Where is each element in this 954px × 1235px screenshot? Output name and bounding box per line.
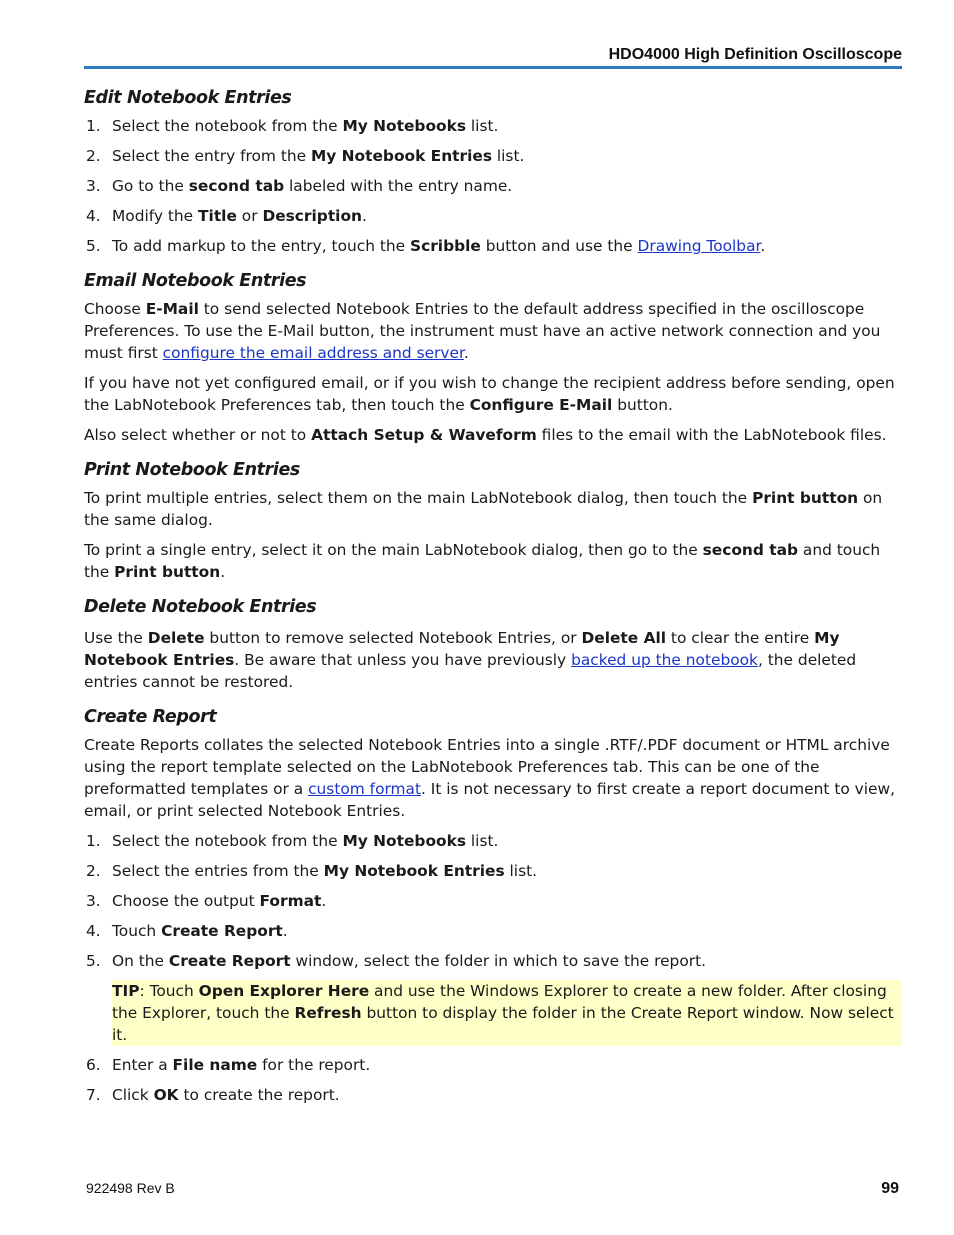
paragraph: Use the Delete button to remove selected Notebook Entries, or Delete All to clear the entire My Notebook Entries. Be aware that unless you have previously backed up the notebook, the deleted entries cannot be restored. <box>84 629 857 691</box>
list-item: 2. Select the entry from the My Notebook Entries list. <box>86 147 525 165</box>
list-item: 2. Select the entries from the My Notebook Entries list. <box>86 862 538 880</box>
list-item: 4. Modify the Title or Description. <box>86 207 367 225</box>
document-number: 922498 Rev B <box>86 1180 175 1196</box>
paragraph: Also select whether or not to Attach Setup & Waveform files to the email with the LabNotebook files. <box>84 426 887 444</box>
list-item: 5. On the Create Report window, select the folder in which to save the report. <box>86 952 706 970</box>
configure-email-link[interactable]: configure the email address and server <box>162 344 464 362</box>
section-delete-notebook-entries <box>84 595 902 693</box>
paragraph: To print a single entry, select it on the main LabNotebook dialog, then go to the second tab and touch the Print button. <box>84 541 881 581</box>
drawing-toolbar-link[interactable]: Drawing Toolbar <box>637 237 761 255</box>
list-item: 4. Touch Create Report. <box>86 922 288 940</box>
header-title: HDO4000 High Definition Oscilloscope <box>608 46 902 63</box>
section-heading: Email Notebook Entries <box>84 271 307 291</box>
report-steps-list <box>84 830 902 972</box>
edit-steps-list <box>84 115 902 257</box>
page-header <box>84 44 902 69</box>
list-item: 3. Go to the second tab labeled with the entry name. <box>86 177 513 195</box>
section-edit-notebook-entries <box>84 86 902 257</box>
section-heading: Delete Notebook Entries <box>84 597 317 617</box>
section-heading: Print Notebook Entries <box>84 460 300 480</box>
section-create-report <box>84 705 902 1106</box>
list-item: 5. To add markup to the entry, touch the Scribble button and use the Drawing Toolbar. <box>86 237 766 255</box>
paragraph: Create Reports collates the selected Notebook Entries into a single .RTF/.PDF document or HTML archive using the report template selected on the LabNotebook Preferences tab. This can be one of the preformatted templates or a custom format. It is not necessary to first create a report document to view, email, or print selected Notebook Entries. <box>84 736 895 820</box>
list-item: 3. Choose the output Format. <box>86 892 327 910</box>
paragraph: Choose E-Mail to send selected Notebook Entries to the default address specified in the oscilloscope Preferences. To use the E-Mail button, the instrument must have an active network connection and you must first configure the email address and server. <box>84 300 881 362</box>
page-number: 99 <box>881 1180 899 1197</box>
backed-up-notebook-link[interactable]: backed up the notebook <box>571 651 758 669</box>
list-item: 7. Click OK to create the report. <box>86 1086 340 1104</box>
section-print-notebook-entries <box>84 458 902 583</box>
paragraph: To print multiple entries, select them on the main LabNotebook dialog, then touch the Print button on the same dialog. <box>84 489 883 529</box>
paragraph: If you have not yet configured email, or if you wish to change the recipient address before sending, open the LabNotebook Preferences tab, then touch the Configure E-Mail button. <box>84 374 895 414</box>
list-item: 6. Enter a File name for the report. <box>86 1056 371 1074</box>
list-item: 1. Select the notebook from the My Notebooks list. <box>86 117 499 135</box>
section-email-notebook-entries <box>84 269 902 446</box>
tip-box: TIP: Touch Open Explorer Here and use the Windows Explorer to create a new folder. After closing the Explorer, touch the Refresh button to display the folder in the Create Report window. Now select it. <box>112 980 902 1046</box>
section-heading: Create Report <box>84 707 217 727</box>
page-content <box>84 86 902 1118</box>
section-heading: Edit Notebook Entries <box>84 88 292 108</box>
custom-format-link[interactable]: custom format <box>308 780 422 798</box>
report-steps-list-continued <box>84 1054 902 1106</box>
list-item: 1. Select the notebook from the My Notebooks list. <box>86 832 499 850</box>
